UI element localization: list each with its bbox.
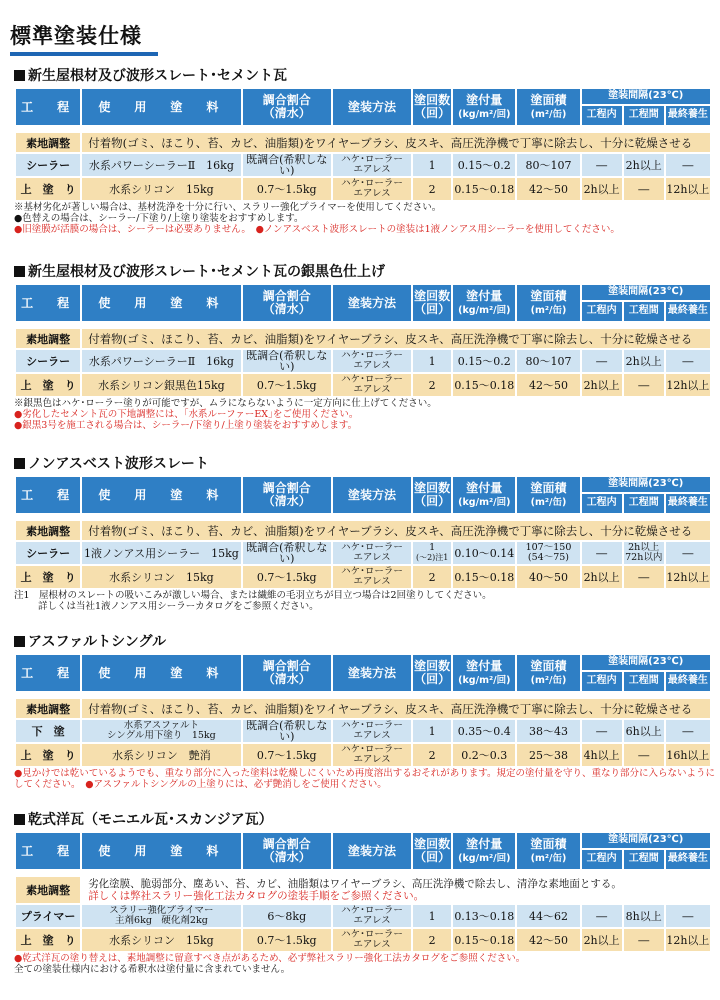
note-warning: してください。 ●アスファルトシングルの上塗りには、必ず艶消しをご使用ください。 — [14, 779, 387, 790]
row-label: シーラー — [16, 542, 80, 564]
section-notes — [14, 202, 712, 235]
page-title: 標準塗装仕様 — [10, 24, 142, 48]
coats: 1 (～2)注1 — [413, 542, 451, 564]
section-asphalt-shingle — [14, 632, 716, 790]
header-amount: 塗付量 (kg/m²/回) — [453, 655, 515, 691]
header-amount: 塗付量 (kg/m²/回) — [453, 833, 515, 869]
interval-final: ― — [666, 905, 710, 927]
method: ハケ･ローラー エアレス — [333, 905, 411, 927]
header-int-final: 最終養生 — [666, 302, 710, 321]
area: 80～107 — [517, 154, 579, 176]
header-int-in: 工程内 — [582, 106, 622, 125]
header-int-between: 工程間 — [624, 850, 664, 869]
header-process: 工 程 — [16, 833, 80, 869]
section-non-asbestos — [14, 454, 712, 612]
header-coats: 塗回数 （回） — [413, 833, 451, 869]
spec-table — [14, 475, 712, 590]
note: 詳しくは当社1液ノンアス用シーラーカタログをご参照ください。 — [38, 601, 319, 612]
section-title — [14, 262, 712, 282]
coats: 1 — [413, 720, 451, 742]
mix-ratio: 0.7～1.5kg — [243, 744, 331, 766]
section-title-text: アスファルトシングル — [28, 634, 167, 650]
interval-between: ― — [624, 178, 664, 200]
spec-table — [14, 87, 712, 202]
header-mix: 調合割合 （清水） — [243, 477, 331, 513]
header-area: 塗面積 (m²/缶) — [517, 655, 579, 691]
interval-between: 2h以上 — [624, 350, 664, 372]
table-row — [16, 905, 710, 927]
method: ハケ･ローラー エアレス — [333, 566, 411, 588]
paint-name: スラリー強化プライマー 主剤6kg 硬化剤2kg — [82, 905, 240, 927]
header-amount: 塗付量 (kg/m²/回) — [453, 89, 515, 125]
header-coats: 塗回数 （回） — [413, 285, 451, 321]
interval-between: 6h以上 — [624, 720, 664, 742]
area: 107～150 (54～75) — [517, 542, 579, 564]
section-title — [14, 632, 712, 652]
header-coats: 塗回数 （回） — [413, 655, 451, 691]
method: ハケ･ローラー エアレス — [333, 929, 411, 951]
header-area: 塗面積 (m²/缶) — [517, 89, 579, 125]
section-silver-black — [14, 262, 712, 431]
header-amount: 塗付量 (kg/m²/回) — [453, 477, 515, 513]
amount: 0.15～0.18 — [453, 566, 515, 588]
header-method: 塗装方法 — [333, 477, 411, 513]
header-method: 塗装方法 — [333, 89, 411, 125]
paint-name: 水系シリコン銀黒色15kg — [82, 374, 240, 396]
interval-in: 2h以上 — [582, 178, 622, 200]
area: 38～43 — [517, 720, 579, 742]
section-notes — [14, 768, 716, 790]
table-row — [16, 877, 710, 903]
table-row — [16, 566, 710, 588]
prep-description: 劣化塗膜、脆弱部分、塵あい、苔、カビ、油脂類はワイヤーブラシ、高圧洗浄機で除去し、清浄な素地面とする。 詳しくは弊社スラリー強化工法カタログの塗装手順をご参照ください。 — [88, 878, 622, 902]
row-label: 下 塗 — [16, 720, 80, 742]
header-paint: 使 用 塗 料 — [82, 285, 240, 321]
paint-name: 水系シリコン 艶消 — [82, 744, 240, 766]
header-int-final: 最終養生 — [666, 850, 710, 869]
area: 25～38 — [517, 744, 579, 766]
amount: 0.10～0.14 — [453, 542, 515, 564]
header-int-final: 最終養生 — [666, 494, 710, 513]
note: 全ての塗装仕様内における希釈水は塗付量に含まれていません。 — [14, 964, 291, 975]
coats: 2 — [413, 374, 451, 396]
mix-ratio: 6～8kg — [243, 905, 331, 927]
interval-final: 12h以上 — [666, 374, 710, 396]
header-coats: 塗回数 （回） — [413, 477, 451, 513]
section-dry-western-tile — [14, 810, 712, 975]
row-label: 上 塗 り — [16, 929, 80, 951]
section-title — [14, 810, 712, 830]
note: ※基材劣化が著しい場合は、基材洗浄を十分に行い、スラリー強化プライマーを使用してください。 — [14, 202, 442, 213]
area: 42～50 — [517, 178, 579, 200]
header-mix: 調合割合 （清水） — [243, 655, 331, 691]
method: ハケ･ローラー エアレス — [333, 720, 411, 742]
interval-in: 4h以上 — [582, 744, 622, 766]
section-title — [14, 454, 712, 474]
header-interval: 塗装間隔(23℃) — [582, 833, 710, 848]
table-row — [16, 699, 710, 718]
coats: 2 — [413, 929, 451, 951]
spec-table — [14, 653, 712, 768]
paint-name: 1液ノンアス用シーラー 15kg — [82, 542, 240, 564]
interval-final: ― — [666, 350, 710, 372]
amount: 0.2～0.3 — [453, 744, 515, 766]
header-int-between: 工程間 — [624, 106, 664, 125]
row-label: 素地調整 — [16, 699, 80, 718]
prep-description: 付着物(ゴミ、ほこり、苔、カビ、油脂類)をワイヤーブラシ、皮スキ、高圧洗浄機で丁寧に除去し、十分に乾燥させる — [82, 329, 710, 348]
spec-table — [14, 283, 712, 398]
interval-between: ― — [624, 566, 664, 588]
method: ハケ･ローラー エアレス — [333, 154, 411, 176]
interval-final: ― — [666, 720, 710, 742]
coats: 2 — [413, 744, 451, 766]
row-label: 素地調整 — [16, 521, 80, 540]
amount: 0.15～0.18 — [453, 178, 515, 200]
header-row — [16, 477, 710, 492]
header-row — [16, 285, 710, 300]
section-notes — [14, 398, 712, 431]
row-label: 素地調整 — [16, 329, 80, 348]
header-paint: 使 用 塗 料 — [82, 655, 240, 691]
header-interval: 塗装間隔(23℃) — [582, 89, 710, 104]
coats: 1 — [413, 905, 451, 927]
table-row — [16, 720, 710, 742]
table-row — [16, 329, 710, 348]
interval-in: 2h以上 — [582, 566, 622, 588]
interval-final: 12h以上 — [666, 566, 710, 588]
header-interval: 塗装間隔(23℃) — [582, 477, 710, 492]
interval-in: ― — [582, 720, 622, 742]
table-row — [16, 154, 710, 176]
header-paint: 使 用 塗 料 — [82, 833, 240, 869]
interval-in: 2h以上 — [582, 374, 622, 396]
header-area: 塗面積 (m²/缶) — [517, 833, 579, 869]
title-underline — [10, 52, 158, 56]
interval-final: 12h以上 — [666, 178, 710, 200]
header-mix: 調合割合 （清水） — [243, 833, 331, 869]
table-row — [16, 350, 710, 372]
paint-name: 水系パワーシーラーⅡ 16kg — [82, 154, 240, 176]
square-bullet-icon — [14, 266, 25, 277]
method: ハケ･ローラー エアレス — [333, 374, 411, 396]
table-row — [16, 929, 710, 951]
header-process: 工 程 — [16, 655, 80, 691]
row-label: プライマー — [16, 905, 80, 927]
header-int-between: 工程間 — [624, 672, 664, 691]
header-int-in: 工程内 — [582, 672, 622, 691]
note: ※銀黒色はハケ･ローラー塗りが可能ですが、ムラにならないように一定方向に仕上げてください。 — [14, 398, 437, 409]
row-label: 素地調整 — [16, 877, 80, 903]
table-row — [16, 521, 710, 540]
section-title-text: 新生屋根材及び波形スレート･セメント瓦 — [28, 68, 287, 84]
square-bullet-icon — [14, 458, 25, 469]
header-interval: 塗装間隔(23℃) — [582, 655, 710, 670]
interval-final: ― — [666, 154, 710, 176]
method: ハケ･ローラー エアレス — [333, 542, 411, 564]
header-row — [16, 655, 710, 670]
header-int-between: 工程間 — [624, 494, 664, 513]
header-int-final: 最終養生 — [666, 672, 710, 691]
table-row — [16, 178, 710, 200]
header-amount: 塗付量 (kg/m²/回) — [453, 285, 515, 321]
header-mix: 調合割合 （清水） — [243, 285, 331, 321]
header-mix: 調合割合 （清水） — [243, 89, 331, 125]
square-bullet-icon — [14, 70, 25, 81]
header-method: 塗装方法 — [333, 655, 411, 691]
interval-in: 2h以上 — [582, 929, 622, 951]
square-bullet-icon — [14, 636, 25, 647]
interval-between: ― — [624, 929, 664, 951]
header-process: 工 程 — [16, 477, 80, 513]
table-row — [16, 542, 710, 564]
header-coats: 塗回数 （回） — [413, 89, 451, 125]
interval-in: ― — [582, 350, 622, 372]
paint-name: 水系パワーシーラーⅡ 16kg — [82, 350, 240, 372]
mix-ratio: 0.7～1.5kg — [243, 929, 331, 951]
mix-ratio: 既調合(希釈しない) — [243, 350, 331, 372]
header-paint: 使 用 塗 料 — [82, 477, 240, 513]
method: ハケ･ローラー エアレス — [333, 178, 411, 200]
row-label: 素地調整 — [16, 133, 80, 152]
amount: 0.15～0.2 — [453, 154, 515, 176]
table-row — [16, 744, 710, 766]
header-int-final: 最終養生 — [666, 106, 710, 125]
header-process: 工 程 — [16, 285, 80, 321]
coats: 2 — [413, 566, 451, 588]
header-area: 塗面積 (m²/缶) — [517, 285, 579, 321]
mix-ratio: 既調合(希釈しない) — [243, 154, 331, 176]
note-warning: ●銀黒3号を施工される場合は、シーラー/下塗り/上塗り塗装をおすすめします。 — [14, 420, 358, 431]
section-title — [14, 66, 712, 86]
mix-ratio: 0.7～1.5kg — [243, 178, 331, 200]
header-int-in: 工程内 — [582, 850, 622, 869]
interval-final: 16h以上 — [666, 744, 710, 766]
prep-description: 付着物(ゴミ、ほこり、苔、カビ、油脂類)をワイヤーブラシ、皮スキ、高圧洗浄機で丁寧に除去し、十分に乾燥させる — [82, 133, 710, 152]
interval-between: 2h以上 — [624, 154, 664, 176]
row-label: シーラー — [16, 154, 80, 176]
interval-in: ― — [582, 905, 622, 927]
interval-final: 12h以上 — [666, 929, 710, 951]
prep-description: 付着物(ゴミ、ほこり、苔、カビ、油脂類)をワイヤーブラシ、皮スキ、高圧洗浄機で丁寧に除去し、十分に乾燥させる — [82, 699, 710, 718]
table-row — [16, 374, 710, 396]
interval-between: ― — [624, 374, 664, 396]
coats: 1 — [413, 350, 451, 372]
header-area: 塗面積 (m²/缶) — [517, 477, 579, 513]
header-int-in: 工程内 — [582, 494, 622, 513]
area: 40～50 — [517, 566, 579, 588]
interval-final: ― — [666, 542, 710, 564]
header-process: 工 程 — [16, 89, 80, 125]
paint-name: 水系アスファルト シングル用下塗り 15kg — [82, 720, 240, 742]
interval-between: ― — [624, 744, 664, 766]
section-title-text: ノンアスベスト波形スレート — [28, 456, 209, 472]
header-interval: 塗装間隔(23℃) — [582, 285, 710, 300]
section-notes — [14, 590, 712, 612]
mix-ratio: 既調合(希釈しない) — [243, 542, 331, 564]
header-row — [16, 89, 710, 104]
amount: 0.13～0.18 — [453, 905, 515, 927]
interval-in: ― — [582, 154, 622, 176]
area: 80～107 — [517, 350, 579, 372]
mix-ratio: 既調合(希釈しない) — [243, 720, 331, 742]
header-method: 塗装方法 — [333, 833, 411, 869]
amount: 0.15～0.2 — [453, 350, 515, 372]
section-title-text: 新生屋根材及び波形スレート･セメント瓦の銀黒色仕上げ — [28, 264, 385, 280]
row-label: 上 塗 り — [16, 374, 80, 396]
table-row — [16, 133, 710, 152]
spec-table — [14, 831, 712, 953]
square-bullet-icon — [14, 814, 25, 825]
paint-name: 水系シリコン 15kg — [82, 929, 240, 951]
amount: 0.15～0.18 — [453, 929, 515, 951]
note-warning: ●見かけでは乾いているようでも、重なり部分に入った塗料は乾燥しにくいため再度溶出するおそれがあります。規定の塗付量を守り、重なり部分に入らないように — [14, 768, 716, 779]
area: 42～50 — [517, 374, 579, 396]
note-warning: ●旧塗膜が活膜の場合は、シーラーは必要ありません。 ●ノンアスベスト波形スレートの塗装は1液ノンアス用シーラーを使用してください。 — [14, 224, 620, 235]
row-label: シーラー — [16, 350, 80, 372]
header-method: 塗装方法 — [333, 285, 411, 321]
header-paint: 使 用 塗 料 — [82, 89, 240, 125]
note: ●色替えの場合は、シーラー/下塗り/上塗り塗装をおすすめします。 — [14, 213, 304, 224]
area: 42～50 — [517, 929, 579, 951]
area: 44～62 — [517, 905, 579, 927]
amount: 0.15～0.18 — [453, 374, 515, 396]
note: 注1 屋根材のスレートの吸いこみが激しい場合、または繊維の毛羽立ちが目立つ場合は2回塗りしてください。 — [14, 590, 492, 601]
mix-ratio: 0.7～1.5kg — [243, 566, 331, 588]
header-int-in: 工程内 — [582, 302, 622, 321]
row-label: 上 塗 り — [16, 566, 80, 588]
method: ハケ･ローラー エアレス — [333, 350, 411, 372]
interval-between: 8h以上 — [624, 905, 664, 927]
interval-between: 2h以上 72h以内 — [625, 542, 663, 563]
prep-description: 付着物(ゴミ、ほこり、苔、カビ、油脂類)をワイヤーブラシ、皮スキ、高圧洗浄機で丁寧に除去し、十分に乾燥させる — [82, 521, 710, 540]
amount: 0.35～0.4 — [453, 720, 515, 742]
coats: 1 — [413, 154, 451, 176]
row-label: 上 塗 り — [16, 178, 80, 200]
note-warning: ●乾式洋瓦の塗り替えは、素地調整に留意すべき点があるため、必ず弊社スラリー強化工法カタログをご参照ください。 — [14, 953, 526, 964]
paint-name: 水系シリコン 15kg — [82, 178, 240, 200]
header-int-between: 工程間 — [624, 302, 664, 321]
coats: 2 — [413, 178, 451, 200]
method: ハケ･ローラー エアレス — [333, 744, 411, 766]
paint-name: 水系シリコン 15kg — [82, 566, 240, 588]
section-title-text: 乾式洋瓦（モニエル瓦･スカンジア瓦） — [28, 812, 273, 828]
mix-ratio: 0.7～1.5kg — [243, 374, 331, 396]
row-label: 上 塗 り — [16, 744, 80, 766]
header-row — [16, 833, 710, 848]
note-warning: ●劣化したセメント瓦の下地調整には、｢水系ルーファーEX｣をご使用ください。 — [14, 409, 359, 420]
section-notes — [14, 953, 712, 975]
interval-in: ― — [582, 542, 622, 564]
section-new-roof — [14, 66, 712, 235]
